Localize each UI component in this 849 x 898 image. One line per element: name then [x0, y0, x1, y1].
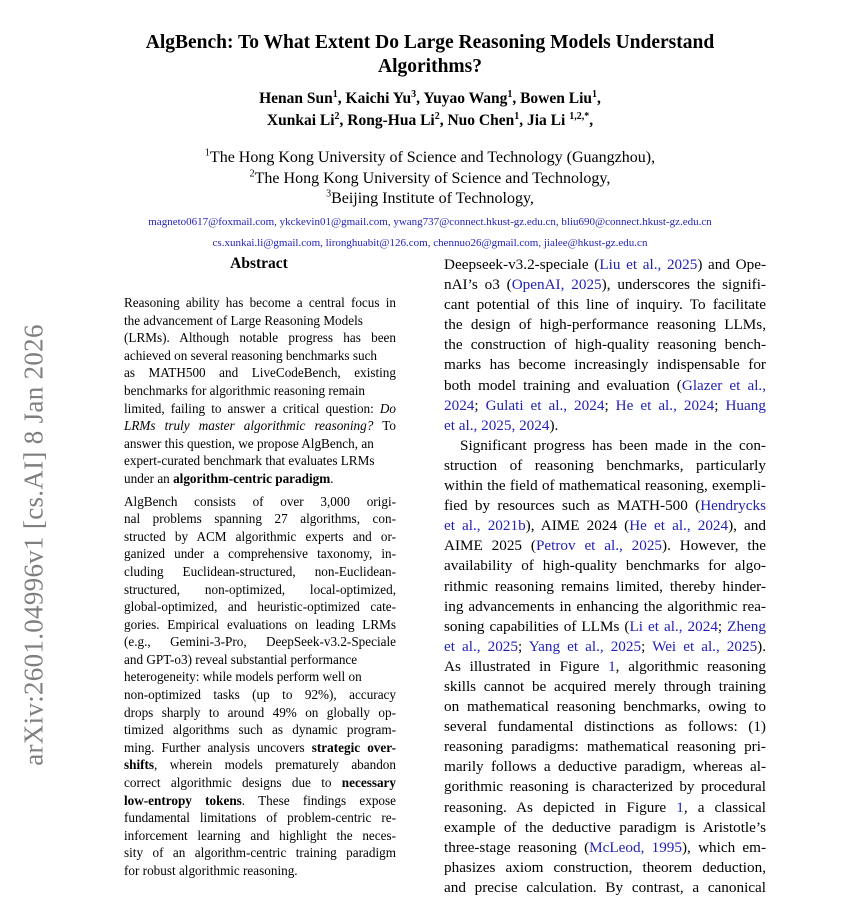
abstract-heading: Abstract	[230, 255, 288, 272]
affiliation-text: The Hong Kong University of Science and Technology (Guangzhou),	[209, 149, 656, 166]
citation-link[interactable]: Hendrycks	[700, 497, 766, 515]
text-line: reasoning paradigms: mathematical reasoning pri-	[444, 738, 766, 756]
body-paragraph	[444, 436, 766, 898]
text-line: inforcement learning and highlight the neces-	[124, 827, 396, 843]
email-list	[80, 212, 780, 254]
body-paragraph	[444, 255, 766, 436]
text-line: three-stage reasoning (McLeod, 1995), which em-	[444, 838, 767, 856]
citation-link[interactable]: Petrov et al., 2025	[535, 537, 663, 555]
citation-link[interactable]: et al., 2025	[444, 637, 518, 655]
author-affiliation-mark: 1	[507, 88, 513, 100]
text-line: gories. Empirical evaluations on leading LRMs	[124, 616, 396, 632]
text-line: fied by resources such as MATH-500 (Hendrycks	[444, 497, 766, 515]
citation-link[interactable]: Li et al., 2024	[629, 617, 718, 635]
citation-link[interactable]: He et al., 2024	[629, 517, 729, 535]
author-affiliation-mark: 3	[411, 88, 417, 100]
text-line: nAI’s o3 (OpenAI, 2025), underscores the signifi-	[444, 276, 766, 294]
author-line: Xunkai Li$^2$, Rong-Hua Li$^2$, Nuo Chen$^1$, Jia Li $^{1,2,*}$,	[266, 110, 594, 129]
arxiv-sidebar-stamp	[8, 300, 60, 790]
email-line[interactable]: cs.xunkai.li@gmail.com, lironghuabit@126.com, chennuo26@gmail.com, jialee@hkust-gz.edu.cn	[212, 237, 648, 249]
author-affiliation-mark: 1	[332, 88, 338, 100]
text-line: cant potential of this line of inquiry. To facilitate	[444, 296, 766, 314]
text-line: achieved on several reasoning benchmarks such	[124, 347, 378, 363]
text-line: skills cannot be acquired merely through training	[444, 677, 766, 695]
text-line: Reasoning ability has become a central focus in	[124, 295, 396, 310]
affiliation-text: The Hong Kong University of Science and Technology,	[254, 169, 611, 187]
author-affiliation-mark: 2	[434, 110, 440, 122]
text-line: reasoning. As depicted in Figure 1, a classical	[444, 798, 767, 816]
author-name: Bowen Liu	[520, 90, 593, 107]
text-line: as MATH500 and LiveCodeBench, existing	[124, 365, 396, 381]
text-line: timized algorithms such as dynamic program-	[124, 722, 396, 738]
text-line: Deepseek-v3.2-speciale (Liu et al., 2025) and Ope-	[444, 256, 766, 273]
bold-text: necessary	[341, 775, 396, 791]
affiliation-line	[100, 169, 760, 190]
text-line: on mathematical reasoning benchmarks, owing to	[444, 698, 766, 716]
text-line: the advancement of Large Reasoning Models	[124, 312, 363, 328]
text-line: structed by ACM algorithmic experts and or-	[124, 528, 396, 544]
text-line: shifts, wherein models prematurely abandon	[124, 757, 396, 773]
citation-link[interactable]: 1	[608, 657, 616, 675]
text-line: et al., 2025; Yang et al., 2025; Wei et al., 2025).	[444, 637, 767, 655]
author-affiliation-mark: 1,2,*	[569, 110, 590, 122]
text-line: As illustrated in Figure 1, algorithmic reasoning	[444, 657, 766, 675]
text-line: cluding Euclidean-structured, non-Euclidean-	[124, 563, 396, 579]
text-line: correct algorithmic designs due to necessary	[124, 775, 396, 791]
author-affiliation-mark: 2	[334, 110, 340, 122]
text-line: global-optimized, and heuristic-optimized cate-	[124, 599, 396, 615]
affiliation-mark: 1	[204, 147, 210, 159]
author-name: Jia Li	[527, 112, 570, 129]
title-line: Algorithms?	[378, 56, 482, 77]
citation-link[interactable]: 2024	[444, 396, 475, 414]
text-line: example of the deductive paradigm is Aristotle’s	[444, 818, 766, 836]
citation-link[interactable]: et al., 2025, 2024	[444, 416, 550, 434]
text-line: non-optimized tasks (up to 92%), accuracy	[124, 687, 396, 703]
text-line: LRMs truly master algorithmic reasoning? To	[124, 418, 396, 434]
text-line: drops sharply to around 49% on globally op-	[124, 704, 396, 720]
author-line: Henan Sun$^1$, Kaichi Yu$^3$, Yuyao Wang$^1$, Bowen Liu$^1$,	[259, 88, 601, 107]
text-line: ganized under a comprehensive taxonomy, in-	[124, 546, 396, 562]
text-line: marily follows a deductive paradigm, whereas al-	[444, 758, 766, 776]
bold-text: shifts	[124, 757, 155, 773]
text-line: (LRMs). Although notable progress has been	[124, 330, 396, 346]
citation-link[interactable]: Gulati et al., 2024	[485, 396, 605, 414]
citation-link[interactable]: Wei et al., 2025	[652, 637, 758, 655]
arxiv-identifier: arXiv:2601.04996v1 [cs.AI] 8 Jan 2026	[18, 324, 49, 766]
text-line: Significant progress has been made in the con-	[460, 436, 766, 454]
citation-link[interactable]: Liu et al., 2025	[599, 256, 698, 273]
text-line: the design of high-performance reasoning LLMs,	[444, 316, 766, 334]
affiliation-line	[100, 189, 760, 210]
author-affiliation-mark: 1	[592, 88, 598, 100]
text-line: within the field of mathematical reasoning, exempli-	[444, 477, 766, 495]
author-list	[130, 88, 730, 132]
text-line: several fundamental distinctions as follows: (1)	[444, 718, 766, 736]
text-line: struction of reasoning benchmarks, particularly	[444, 456, 766, 474]
text-line: 2024; Gulati et al., 2024; He et al., 2024; Huang	[444, 396, 766, 414]
text-line: limited, failing to answer a critical question: Do	[124, 400, 396, 416]
text-line: phasizes axiom construction, theorem deduction,	[444, 858, 766, 876]
text-line: benchmarks for algorithmic reasoning remain	[124, 382, 365, 398]
citation-link[interactable]: et al., 2021b	[444, 517, 526, 535]
affiliation-list	[100, 148, 760, 210]
citation-link[interactable]: OpenAI, 2025	[511, 276, 602, 294]
text-line: AIME 2025 (Petrov et al., 2025). However, the	[444, 537, 766, 555]
citation-link[interactable]: Huang	[725, 396, 766, 414]
italic-text: Do	[379, 400, 396, 416]
abstract-body	[124, 294, 396, 885]
email-line[interactable]: magneto0617@foxmail.com, ykckevin01@gmail.com, ywang737@connect.hkust-gz.edu.cn, bliu690@connect.hkust-gz.edu.cn	[148, 216, 712, 228]
affiliation-line	[100, 148, 760, 169]
text-line: structured, non-optimized, local-optimized,	[124, 581, 396, 597]
author-name: Kaichi Yu	[345, 90, 412, 107]
abstract-paragraph	[124, 294, 396, 488]
text-line: rithmic reasoning remains limited, thereby hinder-	[444, 577, 766, 595]
text-line: ming. Further analysis uncovers strategic over-	[124, 739, 396, 755]
text-line: ing advancements in enhancing the algorithmic rea-	[444, 597, 766, 615]
text-line: marks has become increasingly indispensable for	[444, 356, 766, 374]
abstract-paragraph	[124, 493, 396, 880]
text-line: fundamental limitations of problem-centric re-	[124, 810, 396, 826]
author-name: Xunkai Li	[266, 112, 335, 129]
text-line: expert-curated benchmark that evaluates LRMs	[124, 453, 375, 469]
text-line: nal problems spanning 27 algorithms, con-	[124, 511, 396, 527]
affiliation-mark: 3	[326, 188, 332, 200]
affiliation-mark: 2	[249, 168, 255, 180]
citation-link[interactable]: 1	[676, 798, 684, 816]
citation-link[interactable]: Glazer et al.,	[681, 376, 767, 394]
citation-link[interactable]: McLeod, 1995	[589, 838, 682, 856]
citation-link[interactable]: Yang et al., 2025	[528, 637, 642, 655]
text-line: sity of an algorithm-centric training paradigm	[124, 845, 396, 861]
text-line: AlgBench consists of over 3,000 origi-	[124, 493, 396, 509]
text-line: gorithmic reasoning is characterized by procedural	[444, 778, 766, 796]
text-line: soning capabilities of LLMs (Li et al., 2024; Zheng	[444, 617, 766, 635]
introduction-column	[444, 255, 766, 898]
text-line: and GPT-o3) reveal substantial performance	[124, 651, 358, 667]
text-line: et al., 2025, 2024).	[444, 416, 559, 434]
author-name: Yuyao Wang	[423, 90, 508, 107]
text-line: heterogeneity: while models perform well on	[124, 669, 362, 685]
citation-link[interactable]: Zheng	[727, 617, 766, 635]
title-line: AlgBench: To What Extent Do Large Reasoning Models Understand	[145, 32, 715, 53]
author-name: Henan Sun	[259, 90, 333, 107]
citation-link[interactable]: He et al., 2024	[615, 396, 715, 414]
text-line: low-entropy tokens. These findings expose	[124, 792, 396, 808]
italic-text: LRMs truly master algorithmic reasoning?	[124, 418, 374, 434]
text-line: availability of high-quality benchmarks for algo-	[444, 557, 766, 575]
text-line: both model training and evaluation (Glazer et al.,	[444, 376, 767, 394]
text-line: and precise calculation. By contrast, a canonical	[444, 878, 766, 896]
text-line: for robust algorithmic reasoning.	[124, 863, 298, 878]
bold-text: algorithm-centric paradigm	[173, 470, 331, 486]
text-line: et al., 2021b), AIME 2024 (He et al., 2024), and	[444, 517, 766, 535]
affiliation-text: Beijing Institute of Technology,	[331, 190, 534, 207]
text-line: under an algorithm-centric paradigm.	[124, 470, 334, 486]
text-line: the construction of high-quality reasoning bench-	[444, 336, 766, 354]
author-name: Rong-Hua Li	[347, 112, 435, 129]
bold-text: low-entropy tokens	[124, 792, 242, 808]
bold-text: strategic over-	[311, 739, 396, 755]
paper-title	[100, 31, 760, 79]
text-line: answer this question, we propose AlgBench, an	[124, 435, 374, 451]
author-affiliation-mark: 1	[514, 110, 520, 122]
text-line: (e.g., Gemini-3-Pro, DeepSeek-v3.2-Speciale	[124, 634, 396, 650]
author-name: Nuo Chen	[447, 112, 515, 129]
